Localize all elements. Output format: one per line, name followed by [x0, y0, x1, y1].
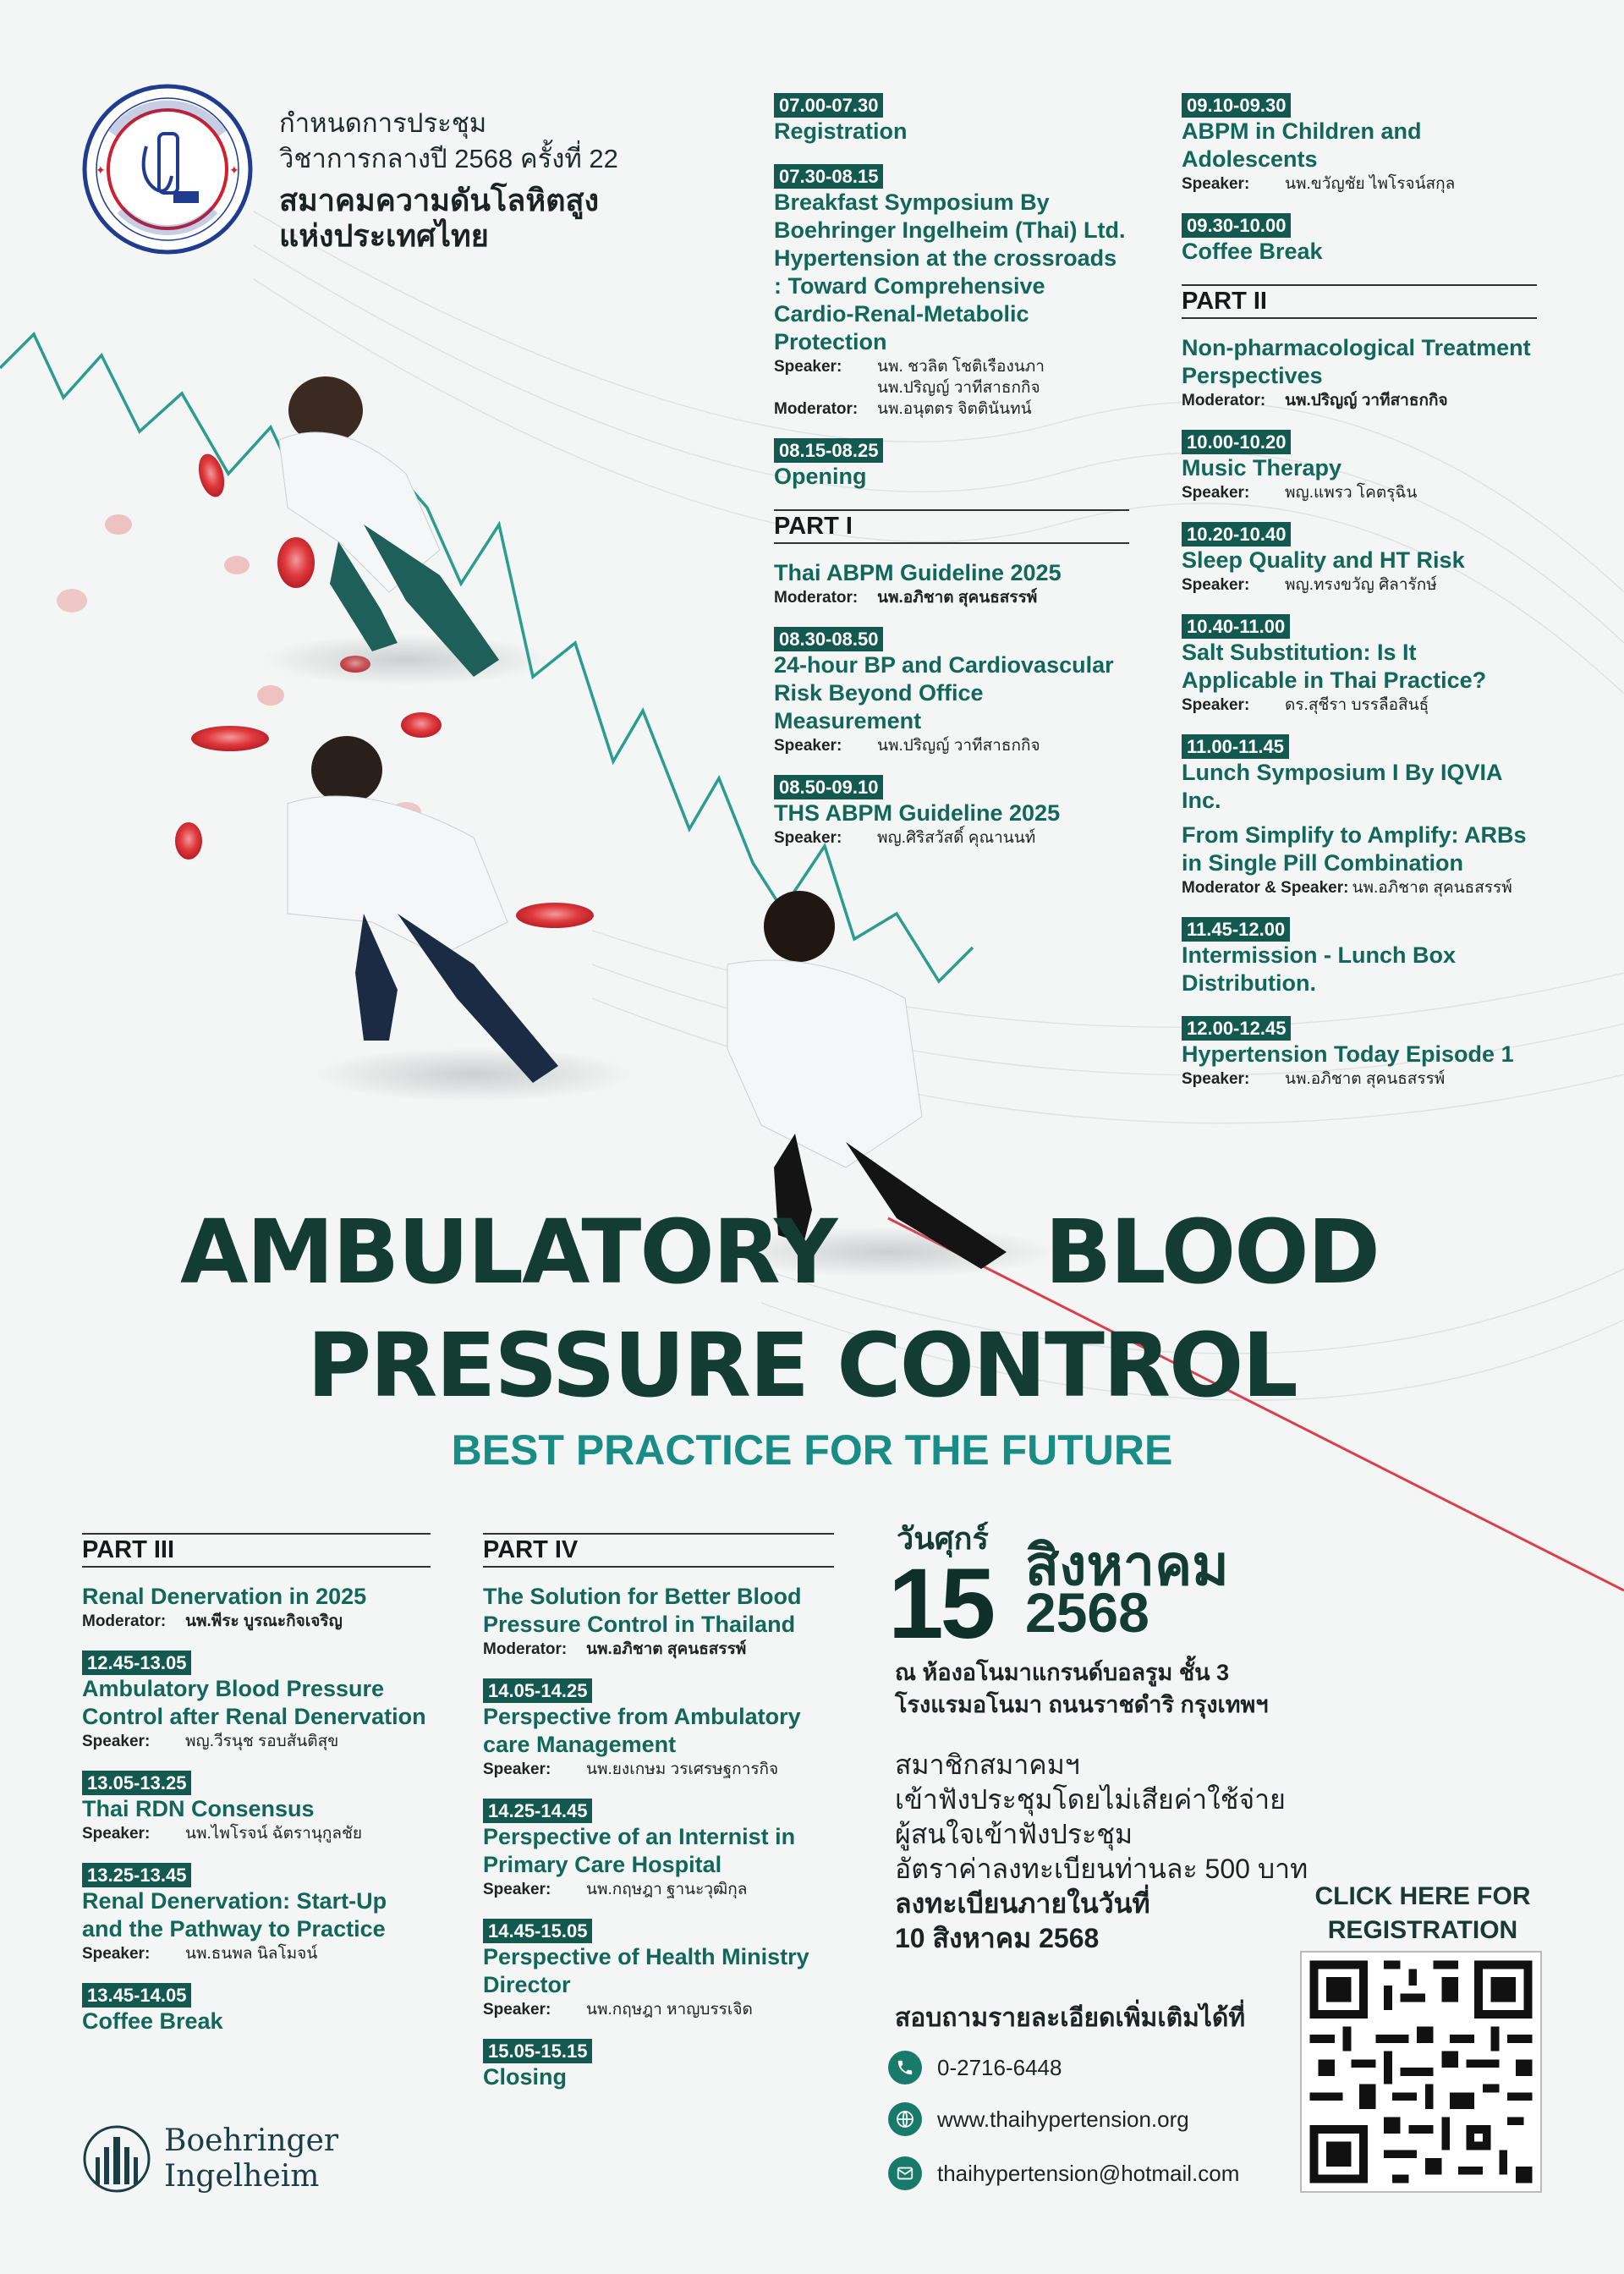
header-line-2: วิชาการกลางปี 2568 ครั้งที่ 22 [279, 144, 618, 173]
agenda-title: 24-hour BP and Cardiovascular Risk Beyond Office Measurement [774, 652, 1114, 733]
agenda-title: THS ABPM Guideline 2025 [774, 800, 1061, 826]
agenda-title: Opening [774, 464, 867, 489]
title-word-blood: BLOOD [1045, 1200, 1379, 1304]
speaker-label: Speaker: [1182, 484, 1250, 502]
time-badge: 07.30-08.15 [774, 164, 883, 189]
time-badge: 10.40-11.00 [1182, 614, 1290, 639]
agenda-item [774, 438, 1129, 491]
agenda-title: Coffee Break [82, 2008, 223, 2034]
title-line-2: PRESSURE CONTROL [307, 1314, 1297, 1417]
moderator-label: Moderator: [1182, 392, 1266, 409]
website-link[interactable]: www.thaihypertension.org [937, 2106, 1189, 2132]
moderator-name: นพ.อภิชาต สุคนธสรรพ์ [877, 589, 1038, 607]
speaker-name: นพ.กฤษฎา ฐานะวุฒิกุล [586, 1881, 748, 1898]
speaker-label: Speaker: [1182, 1070, 1250, 1088]
agenda-item [1182, 522, 1537, 596]
moderator-row [1182, 877, 1537, 898]
agenda-title: Salt Substitution: Is It Applicable in Thai Practice? [1182, 640, 1487, 693]
agenda-column-1 [774, 93, 1129, 867]
boehringer-icon [81, 2123, 152, 2194]
agenda-title: Perspective from Ambulatory care Management [483, 1704, 801, 1757]
agenda-title: Thai RDN Consensus [82, 1796, 315, 1821]
part-title: Renal Denervation in 2025 [82, 1584, 367, 1609]
speaker-name: นพ.ยงเกษม วรเศรษฐการกิจ [586, 1760, 779, 1778]
speaker-name: พญ.ทรงขวัญ ศิลารักษ์ [1285, 576, 1437, 594]
moderator-label: Moderator: [483, 1640, 568, 1658]
fee-line-4: อัตราค่าลงทะเบียนท่านละ 500 บาท [895, 1854, 1309, 1884]
agenda-item [774, 93, 1129, 146]
time-badge: 11.00-11.45 [1182, 734, 1289, 759]
agenda-title: Sleep Quality and HT Risk [1182, 547, 1465, 573]
time-badge: 08.30-08.50 [774, 627, 883, 651]
speaker-label: Speaker: [82, 1733, 151, 1750]
agenda-item [774, 164, 1129, 420]
part-intro [774, 559, 1129, 608]
registration-cta[interactable] [1296, 1880, 1550, 1947]
venue-line-1: ณ ห้องอโนมาแกรนด์บอลรูม ชั้น 3 [895, 1660, 1230, 1685]
moderator-label: Moderator & Speaker: [1182, 879, 1349, 897]
event-date: 15 [888, 1548, 993, 1660]
mail-icon [888, 2156, 922, 2190]
svg-text:✦: ✦ [229, 164, 239, 178]
time-badge: 14.05-14.25 [483, 1678, 592, 1703]
moderator-row [483, 1639, 834, 1660]
part-intro [483, 1583, 834, 1660]
agenda-item [82, 1771, 431, 1844]
speaker-label: Speaker: [1182, 696, 1250, 714]
speaker-label: Speaker: [774, 358, 842, 376]
deadline-line-2: 10 สิงหาคม 2568 [895, 1923, 1100, 1953]
speaker-row [1182, 173, 1537, 195]
agenda-title: Perspective of an Internist in Primary Care Hospital [483, 1824, 796, 1877]
svg-text:✦: ✦ [96, 164, 106, 178]
time-badge: 13.25-13.45 [82, 1863, 191, 1887]
speaker-row [483, 1999, 834, 2020]
speaker-row [1182, 482, 1537, 503]
speaker-label: Speaker: [774, 737, 842, 755]
contact-heading: สอบถามรายละเอียดเพิ่มเติมได้ที่ [895, 2004, 1246, 2032]
agenda-title: Closing [483, 2064, 567, 2090]
time-badge: 08.15-08.25 [774, 438, 883, 463]
speaker-row [82, 1823, 431, 1844]
agenda-title: Lunch Symposium I By IQVIA Inc. [1182, 760, 1502, 813]
agenda-item [1182, 614, 1537, 716]
speaker-name: นพ.ปริญญ์ วาทีสาธกกิจ [877, 737, 1040, 755]
agenda-item [774, 627, 1129, 756]
speaker-row [1182, 695, 1537, 716]
sponsor-line-1: Boehringer [164, 2123, 339, 2158]
speaker-label: Speaker: [483, 2001, 551, 2019]
part-heading: PART II [1182, 284, 1537, 319]
time-badge: 12.45-13.05 [82, 1651, 191, 1675]
cta-line-1: CLICK HERE FOR [1314, 1882, 1531, 1910]
speaker-name: นพ.ขวัญชัย ไพโรจน์สกุล [1285, 175, 1456, 193]
contact-website[interactable] [888, 2102, 1189, 2136]
part-title: Thai ABPM Guideline 2025 [774, 560, 1062, 585]
moderator-row [82, 1611, 431, 1632]
speaker-row [1182, 574, 1537, 596]
time-badge: 14.45-15.05 [483, 1919, 592, 1943]
time-badge: 10.20-10.40 [1182, 522, 1291, 547]
speaker-name: นพ.ธนพล นิลโมจน์ [185, 1945, 318, 1963]
globe-icon [888, 2102, 922, 2136]
part-title: Non-pharmacological Treatment Perspectives [1182, 335, 1531, 388]
agenda-title: Music Therapy [1182, 455, 1342, 481]
fee-line-2: เข้าฟังประชุมโดยไม่เสียค่าใช้จ่าย [895, 1784, 1286, 1815]
phone-number: 0-2716-6448 [937, 2054, 1062, 2080]
part-4-column [483, 1530, 834, 2110]
moderator-name: นพ.อภิชาต สุคนธสรรพ์ [1352, 879, 1512, 897]
moderator-row [774, 587, 1129, 608]
agenda-item [483, 1919, 834, 2020]
moderator-name: นพ.อนุตตร จิตตินันทน์ [877, 400, 1032, 418]
fee-line-1: สมาชิกสมาคมฯ [895, 1749, 1080, 1780]
part-3-column [82, 1530, 431, 2054]
deadline-line-1: ลงทะเบียนภายในวันที่ [895, 1888, 1150, 1919]
speaker-name: พญ.ศิริสวัสดิ์ คุณานนท์ [877, 829, 1036, 847]
speaker-name: พญ.แพรว โคตรุฉิน [1285, 484, 1418, 502]
venue-line-2: โรงแรมอโนมา ถนนราชดำริ กรุงเทพฯ [895, 1692, 1269, 1717]
agenda-item [82, 1863, 431, 1964]
agenda-title: Breakfast Symposium By Boehringer Ingelheim (Thai) Ltd. Hypertension at the crossroads : Toward Comprehensive Cardio-Renal-Metabolic Protection [774, 190, 1126, 354]
time-badge: 11.45-12.00 [1182, 917, 1290, 942]
speaker-name: นพ.ปริญญ์ วาทีสาธกกิจ [877, 379, 1040, 397]
speaker-row [774, 356, 1129, 377]
agenda-title: Hypertension Today Episode 1 [1182, 1041, 1514, 1067]
agenda-item [1182, 1016, 1537, 1090]
agenda-title: Coffee Break [1182, 239, 1323, 264]
time-badge: 12.00-12.45 [1182, 1016, 1291, 1041]
part-heading: PART III [82, 1533, 431, 1568]
moderator-row [1182, 390, 1537, 411]
part-heading: PART I [774, 509, 1129, 544]
agenda-item [483, 1678, 834, 1780]
speaker-name: นพ.ไพโรจน์ ฉัตรานุกูลชัย [185, 1825, 362, 1843]
speaker-name: นพ.กฤษฎา หาญบรรเจิด [586, 2001, 753, 2019]
event-month: สิงหาคม [1025, 1534, 1229, 1596]
time-badge: 13.45-14.05 [82, 1983, 191, 2008]
speaker-label: Speaker: [483, 1760, 551, 1778]
header-society-name-1: สมาคมความดันโลหิตสูง [279, 183, 600, 217]
agenda-item [82, 1983, 431, 2035]
speaker-row [1182, 1068, 1537, 1090]
part-heading: PART IV [483, 1533, 834, 1568]
moderator-label: Moderator: [82, 1612, 167, 1630]
speaker-row [483, 1879, 834, 1900]
part-title: The Solution for Better Blood Pressure Control in Thailand [483, 1584, 802, 1637]
time-badge: 15.05-15.15 [483, 2039, 592, 2063]
agenda-item [1182, 917, 1537, 997]
agenda-title: Registration [774, 118, 908, 144]
agenda-item [483, 1799, 834, 1900]
registration-fee [895, 1748, 1308, 1956]
agenda-item [1182, 213, 1537, 266]
email-link[interactable]: thaihypertension@hotmail.com [937, 2160, 1240, 2186]
agenda-title: Perspective of Health Ministry Director [483, 1944, 809, 1997]
lunch-symposium [1182, 734, 1537, 898]
speaker-row [82, 1731, 431, 1752]
time-badge: 09.10-09.30 [1182, 93, 1291, 118]
contact-phone[interactable] [888, 2051, 1062, 2084]
speaker-row [774, 735, 1129, 756]
speaker-label: Speaker: [1182, 175, 1250, 193]
agenda-item [483, 2039, 834, 2091]
subtitle: BEST PRACTICE FOR THE FUTURE [451, 1426, 1173, 1474]
agenda-item [1182, 430, 1537, 503]
header-line-1: กำหนดการประชุม [279, 108, 487, 138]
time-badge: 14.25-14.45 [483, 1799, 592, 1823]
moderator-row [774, 398, 1129, 420]
cta-line-2: REGISTRATION [1327, 1916, 1518, 1944]
venue [895, 1656, 1269, 1721]
fee-line-3: ผู้สนใจเข้าฟังประชุม [895, 1819, 1133, 1849]
speaker-label: Speaker: [1182, 576, 1250, 594]
time-badge: 13.05-13.25 [82, 1771, 191, 1795]
speaker-row [483, 1759, 834, 1780]
moderator-name: นพ.ปริญญ์ วาทีสาธกกิจ [1285, 392, 1448, 409]
event-day: วันศุกร์ [897, 1521, 989, 1556]
society-logo [79, 83, 256, 256]
moderator-label: Moderator: [774, 400, 859, 418]
agenda-subtitle: From Simplify to Amplify: ARBs in Single Pill Combination [1182, 822, 1527, 876]
speaker-name: ดร.สุชีรา บรรลือสินธุ์ [1285, 696, 1429, 714]
speaker-name: พญ.วีรนุช รอบสันติสุข [185, 1733, 339, 1750]
time-badge: 07.00-07.30 [774, 93, 883, 118]
part-intro [82, 1583, 431, 1632]
agenda-title: Renal Denervation: Start-Up and the Pathway to Practice [82, 1888, 387, 1942]
speaker-name: นพ. ชวลิต โชติเรืองนภา [877, 358, 1045, 376]
moderator-name: นพ.อภิชาต สุคนธสรรพ์ [586, 1640, 747, 1658]
part-intro [1182, 334, 1537, 411]
registration-qr-code[interactable] [1300, 1951, 1542, 2193]
speaker-label: Speaker: [82, 1825, 151, 1843]
speaker-name: นพ.อภิชาต สุคนธสรรพ์ [1285, 1070, 1446, 1088]
phone-icon [888, 2051, 922, 2084]
agenda-item [774, 775, 1129, 849]
speaker-label: Speaker: [82, 1945, 151, 1963]
agenda-title: ABPM in Children and Adolescents [1182, 118, 1422, 172]
agenda-item [1182, 93, 1537, 195]
speaker-row [82, 1943, 431, 1964]
sponsor-line-2: Ingelheim [164, 2159, 320, 2194]
agenda-column-2 [1182, 93, 1537, 1108]
speaker-label: Speaker: [774, 829, 842, 847]
event-year: 2568 [1025, 1581, 1149, 1644]
agenda-title: Intermission - Lunch Box Distribution. [1182, 942, 1457, 996]
agenda-title: Ambulatory Blood Pressure Control after Renal Denervation [82, 1676, 426, 1729]
speaker-label: Speaker: [483, 1881, 551, 1898]
speaker-row [774, 827, 1129, 849]
doctor-figure-1 [262, 376, 550, 685]
sponsor-logo [81, 2123, 338, 2194]
agenda-item [82, 1651, 431, 1752]
moderator-name: นพ.พีระ บูรณะกิจเจริญ [185, 1612, 343, 1630]
time-badge: 09.30-10.00 [1182, 213, 1291, 238]
header-society-name-2: แห่งประเทศไทย [279, 218, 489, 253]
moderator-label: Moderator: [774, 589, 859, 607]
contact-email[interactable] [888, 2156, 1239, 2190]
time-badge: 10.00-10.20 [1182, 430, 1291, 454]
speaker-row [774, 377, 1129, 398]
time-badge: 08.50-09.10 [774, 775, 883, 799]
title-word-ambulatory: AMBULATORY [180, 1200, 837, 1304]
